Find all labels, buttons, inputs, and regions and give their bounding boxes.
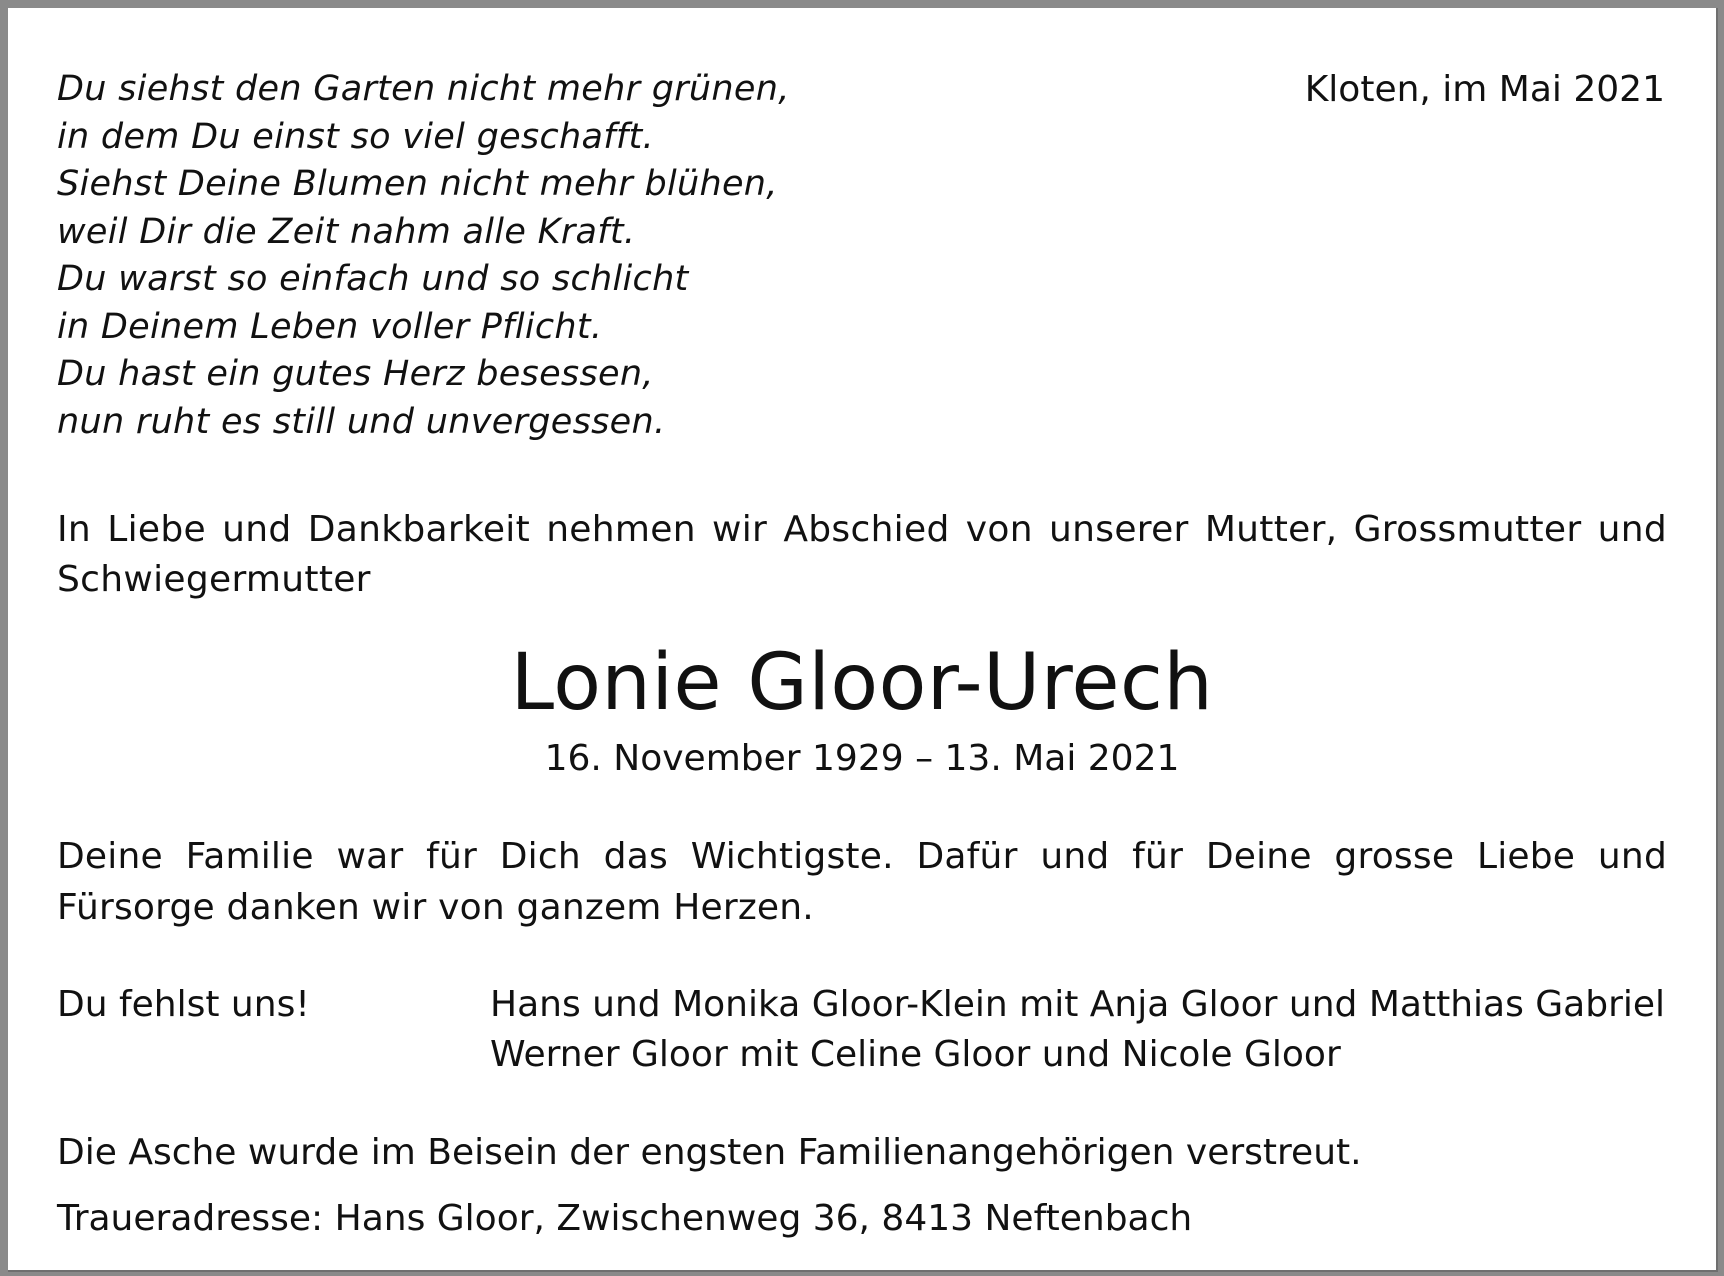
- family-list: [490, 980, 1667, 1080]
- life-dates: 16. November 1929 – 13. Mai 2021: [544, 738, 1180, 779]
- family-line: Werner Gloor mit Celine Gloor und Nicole Gloor: [490, 1034, 1341, 1075]
- poem-line: Siehst Deine Blumen nicht mehr blühen,: [57, 164, 778, 204]
- poem-line: in Deinem Leben voller Pflicht.: [57, 306, 603, 347]
- mourning-address: Traueradresse: Hans Gloor, Zwischenweg 36, 8413 Neftenbach: [57, 1198, 1193, 1239]
- poem-line: in dem Du einst so viel geschafft.: [57, 116, 654, 157]
- poem-line: Du hast ein gutes Herz besessen,: [57, 354, 654, 394]
- poem-line: weil Dir die Zeit nahm alle Kraft.: [57, 211, 636, 252]
- miss-text: Du fehlst uns!: [57, 984, 310, 1025]
- poem-line: Du siehst den Garten nicht mehr grünen,: [57, 69, 790, 109]
- deceased-name: Lonie Gloor-Urech: [510, 638, 1214, 728]
- thanks-text: Deine Familie war für Dich das Wichtigste. Dafür und für Deine grosse Liebe und Fürsorge danken wir von ganzem Herzen.: [57, 836, 1667, 928]
- poem-line: nun ruht es still und unvergessen.: [57, 401, 666, 442]
- ashes-note: Die Asche wurde im Beisein der engsten Familienangehörigen verstreut.: [57, 1132, 1362, 1173]
- family-line: Hans und Monika Gloor-Klein mit Anja Gloor und Matthias Gabriel: [490, 984, 1666, 1025]
- place-date: Kloten, im Mai 2021: [1304, 69, 1665, 110]
- poem: [57, 66, 790, 446]
- intro-text: In Liebe und Dankbarkeit nehmen wir Abschied von unserer Mutter, Grossmutter und Schwiegermutter: [57, 509, 1667, 600]
- poem-line: Du warst so einfach und so schlicht: [57, 259, 689, 299]
- obituary-notice: [8, 8, 1718, 1272]
